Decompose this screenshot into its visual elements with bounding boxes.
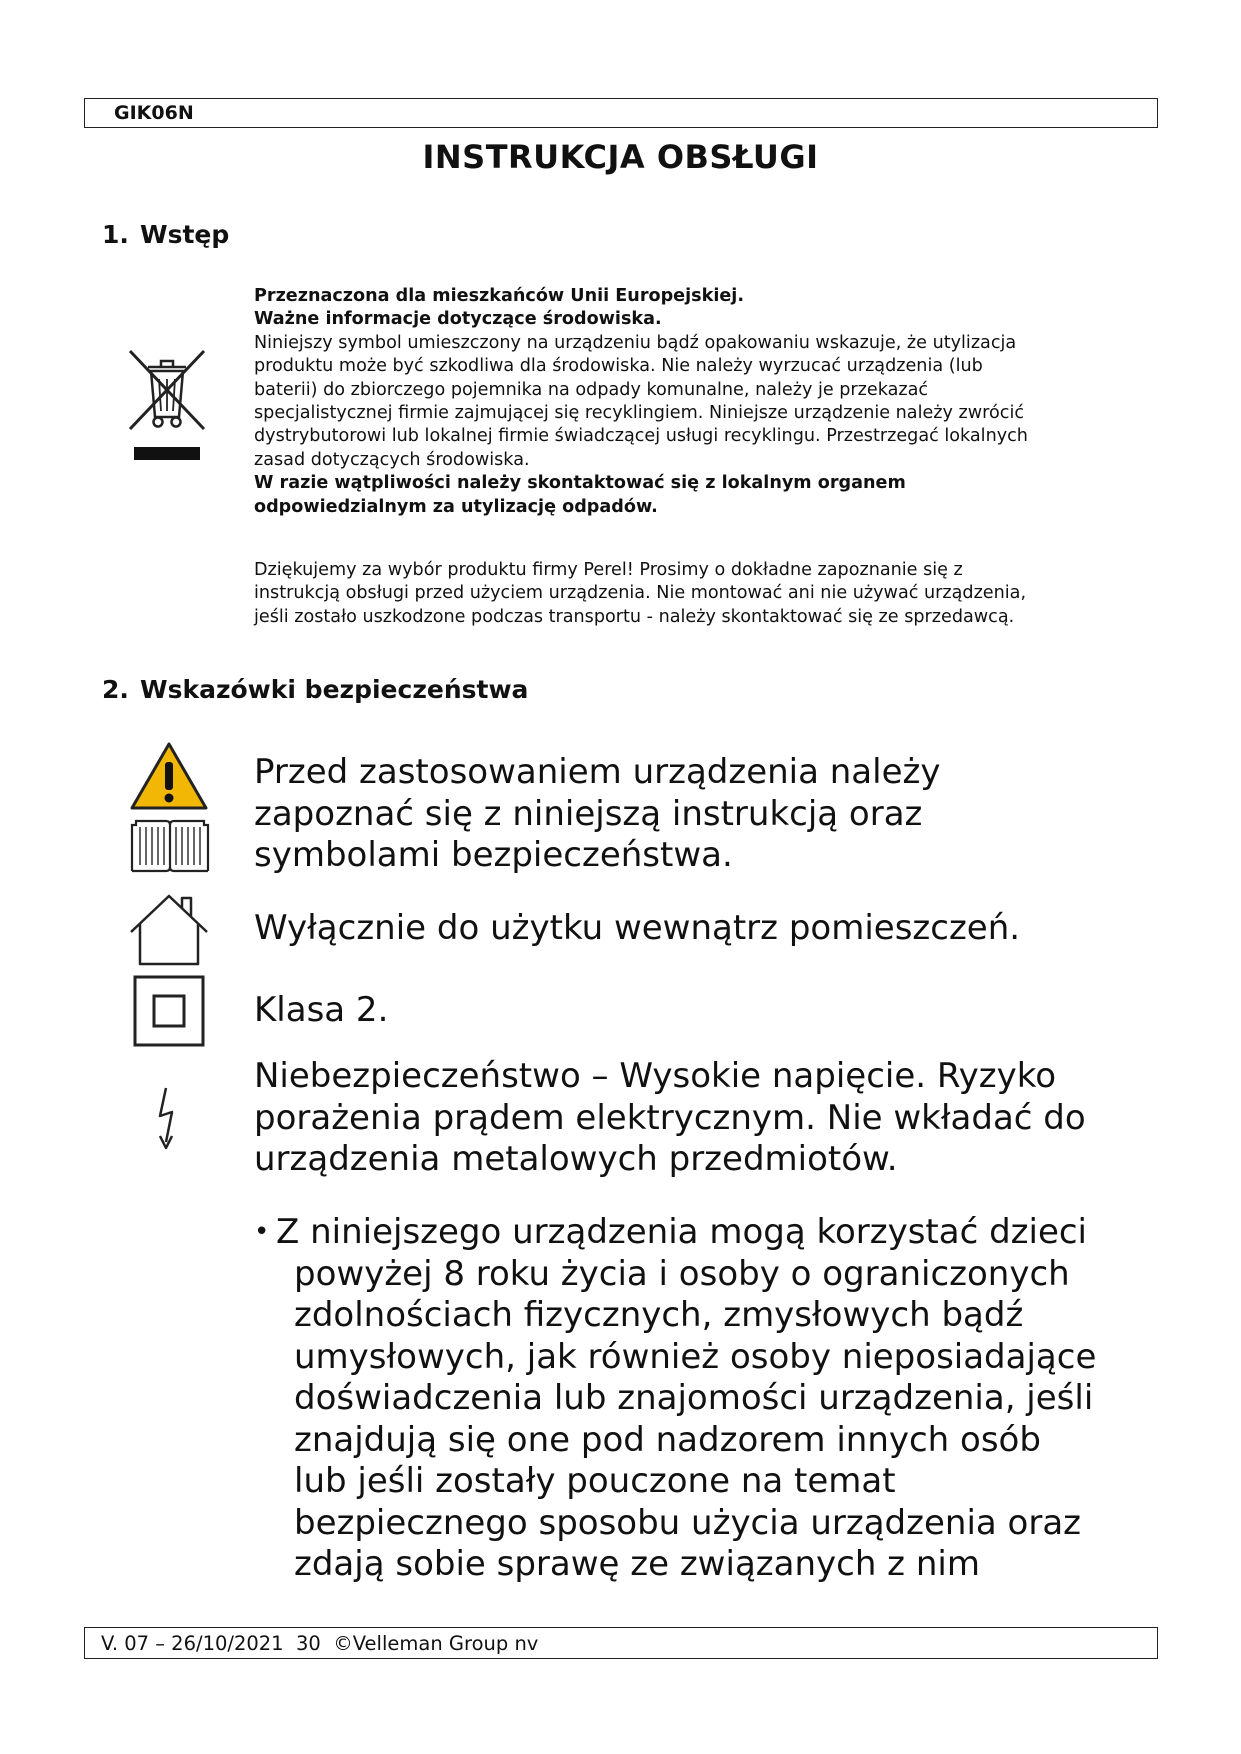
env-bold-line: W razie wątpliwości należy skontaktować się z lokalnym organem — [254, 473, 906, 494]
read-manual-line: symbolami bezpieczeństwa. — [254, 835, 733, 875]
thanks-line: instrukcją obsługi przed użyciem urządzenia. Nie montować ani nie używać urządzenia, — [254, 583, 1027, 604]
danger-line: urządzenia metalowych przedmiotów. — [254, 1139, 898, 1179]
indoor-use-house-icon — [128, 892, 210, 968]
bullet-line: znajdują się one pod nadzorem innych osób — [294, 1419, 1041, 1460]
bullet-line: bezpiecznego sposobu użycia urządzenia oraz — [294, 1502, 1081, 1543]
env-line: zasad dotyczących środowiska. — [254, 449, 530, 470]
read-manual-line: zapoznać się z niniejszą instrukcją oraz — [254, 793, 923, 834]
thanks-paragraph — [254, 559, 1134, 629]
page-title: INSTRUKCJA OBSŁUGI — [422, 138, 819, 176]
header-box — [84, 98, 1158, 128]
product-code: GIK06N — [114, 102, 194, 124]
section-2-heading — [102, 675, 528, 704]
env-heading-1: Przeznaczona dla mieszkańców Unii Europejskiej. — [254, 286, 744, 306]
weee-crossed-bin-icon — [124, 345, 210, 467]
bullet-first-line: Z niniejszego urządzenia mogą korzystać dzieci — [276, 1212, 1088, 1252]
bullet-line: lub jeśli zostały pouczone na temat — [294, 1461, 896, 1501]
read-manual-book-icon — [130, 815, 210, 875]
bullet-dot: • — [254, 1217, 270, 1247]
environment-notice — [254, 285, 1134, 519]
env-heading-2: Ważne informacje dotyczące środowiska. — [254, 309, 662, 330]
bullet-line: powyżej 8 roku życia i osoby o ograniczonych — [294, 1253, 1070, 1294]
read-manual-text — [254, 752, 1154, 877]
section-1-title: Wstęp — [140, 220, 230, 249]
bullet-line: doświadczenia lub znajomości urządzenia, jeśli — [294, 1378, 1094, 1418]
footer-page-number: 30 — [295, 1632, 321, 1655]
env-line: dystrybutorowi lub lokalnej firmie świadczącej usługi recyklingu. Przestrzegać lokalnych — [254, 426, 1028, 447]
section-2-title: Wskazówki bezpieczeństwa — [140, 675, 529, 704]
indoor-use-text: Wyłącznie do użytku wewnątrz pomieszczeń. — [254, 908, 1021, 948]
env-bold-line: odpowiedzialnym za utylizację odpadów. — [254, 496, 658, 517]
section-2-number: 2. — [102, 675, 129, 704]
footer-copyright: ©Velleman Group nv — [333, 1632, 539, 1655]
bullet-item — [254, 1212, 1154, 1586]
thanks-line: jeśli zostało uszkodzone podczas transportu - należy skontaktować się ze sprzedawcą. — [254, 606, 1015, 627]
thanks-line: Dziękujemy za wybór produktu firmy Perel! Prosimy o dokładne zapoznanie się z — [254, 560, 963, 580]
bullet-line: umysłowych, jak również osoby nieposiadające — [294, 1336, 1097, 1377]
bullet-line: zdają sobie sprawę ze związanych z nim — [294, 1544, 980, 1584]
danger-text — [254, 1056, 1154, 1181]
bullet-line: zdolnościach fizycznych, zmysłowych bądź — [294, 1295, 1024, 1335]
env-line: specjalistycznej firmie zajmującej się recyklingiem. Niniejsze urządzenie należy zwrócić — [254, 403, 1025, 424]
section-1-heading — [102, 220, 229, 249]
class-2-text: Klasa 2. — [254, 990, 389, 1030]
read-manual-line: Przed zastosowaniem urządzenia należy — [254, 752, 941, 792]
env-line: produktu może być szkodliwa dla środowiska. Nie należy wyrzucać urządzenia (lub — [254, 356, 983, 377]
danger-line: Niebezpieczeństwo – Wysokie napięcie. Ryzyko — [254, 1056, 1057, 1096]
env-line: baterii) do zbiorczego pojemnika na odpady komunalne, należy je przekazać — [254, 379, 929, 400]
warning-triangle-icon — [128, 740, 210, 812]
footer — [101, 1632, 538, 1655]
danger-line: porażenia prądem elektrycznym. Nie wkładać do — [254, 1097, 1086, 1138]
env-line: Niniejszy symbol umieszczony na urządzeniu bądź opakowaniu wskazuje, że utylizacja — [254, 332, 1017, 353]
footer-version: V. 07 – 26/10/2021 — [101, 1632, 284, 1655]
section-1-number: 1. — [102, 220, 129, 249]
class-2-double-square-icon — [132, 974, 206, 1048]
high-voltage-icon — [156, 1086, 184, 1150]
